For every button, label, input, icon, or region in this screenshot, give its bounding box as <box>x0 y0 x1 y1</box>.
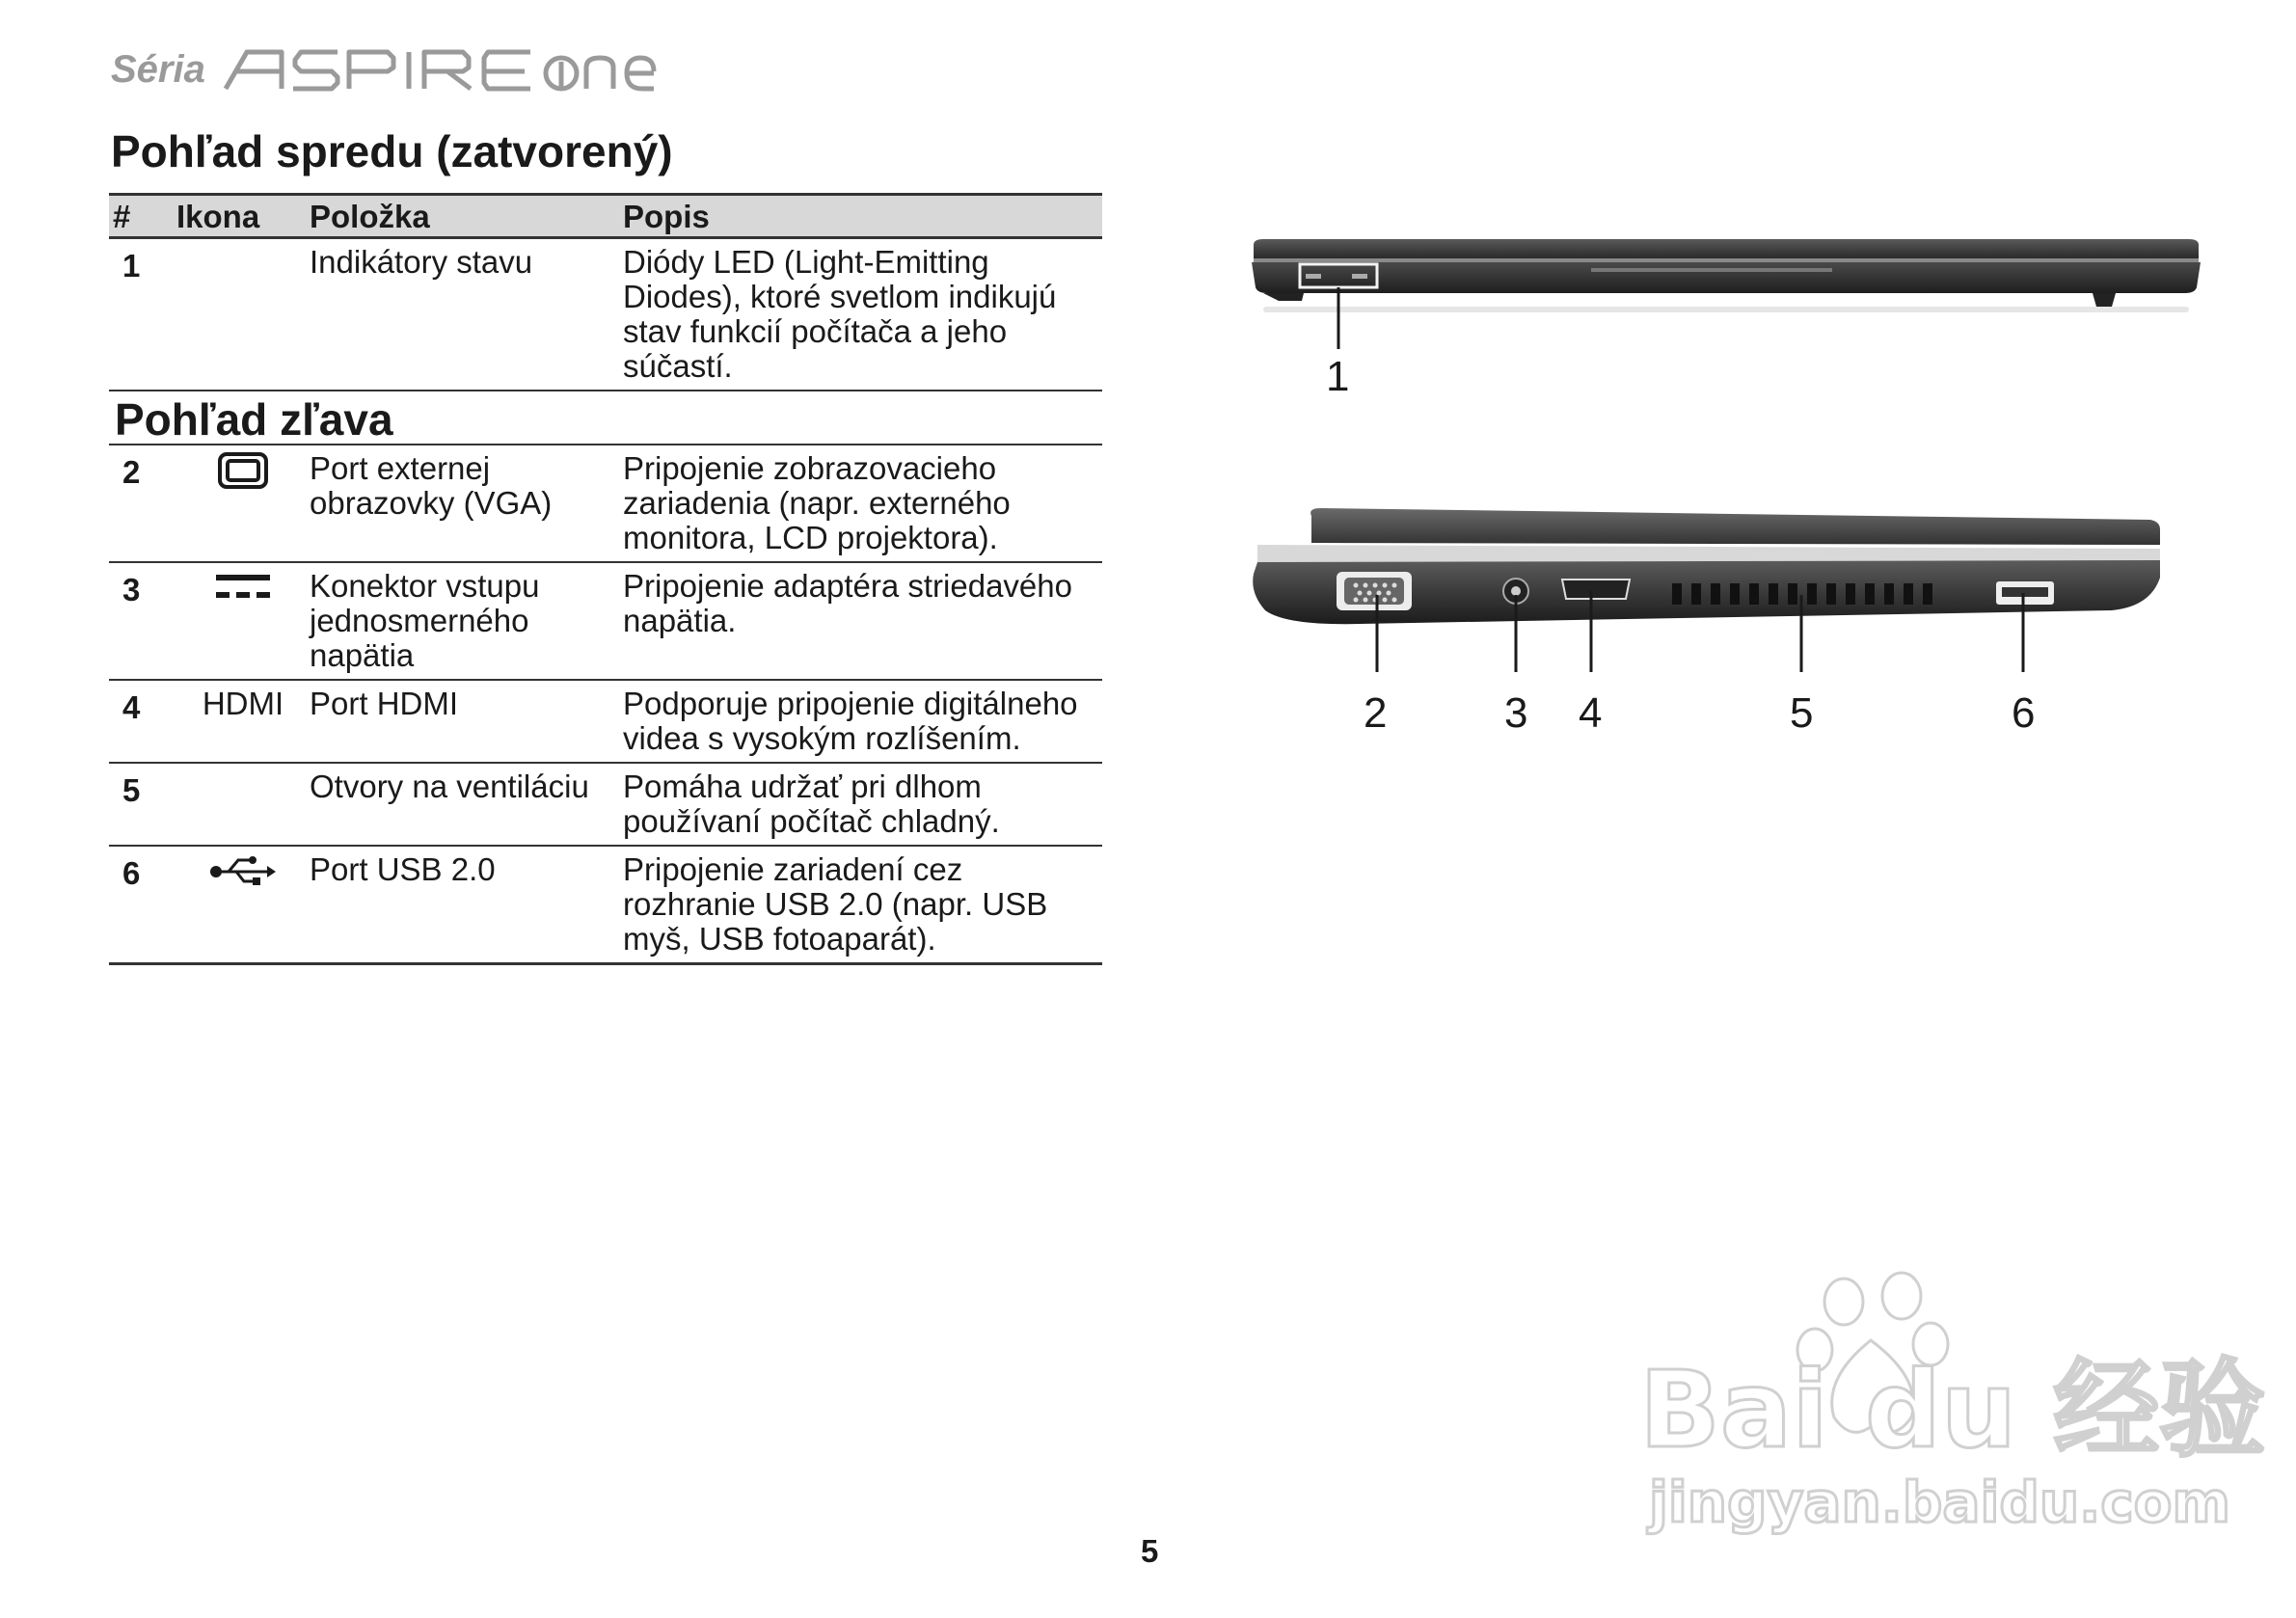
row-desc: Pomáha udržať pri dlhom používaní počítač chladný. <box>623 763 1102 846</box>
callout-2: 2 <box>1364 689 1388 737</box>
row-item: Port HDMI <box>310 680 623 763</box>
row-item: Otvory na ventiláciu <box>310 763 623 846</box>
watermark-brand: Bai du 经验 <box>1639 1348 2266 1471</box>
table-row <box>109 846 1102 964</box>
usb-icon <box>209 852 277 887</box>
row-icon-empty <box>176 238 310 391</box>
col-header-item: Položka <box>310 195 623 238</box>
row-number: 6 <box>122 855 141 891</box>
ports-table <box>109 193 1102 965</box>
page-number: 5 <box>1141 1533 1159 1569</box>
col-header-num: # <box>109 195 176 238</box>
col-header-icon: Ikona <box>176 195 310 238</box>
table-row <box>109 763 1102 846</box>
callout-6: 6 <box>2012 689 2036 737</box>
row-desc: Pripojenie zobrazovacieho zariadenia (napr. externého monitora, LCD projektora). <box>623 445 1102 562</box>
aspire-one-logo <box>224 44 687 94</box>
baidu-jingyan-watermark <box>1630 1273 2266 1543</box>
section-row <box>109 391 1102 445</box>
row-desc: Diódy LED (Light-Emitting Diodes), ktoré svetlom indikujú stav funkcií počítača a jeho súčastí. <box>623 238 1102 391</box>
hdmi-label: HDMI <box>176 680 310 763</box>
row-number: 4 <box>122 689 141 725</box>
row-number: 2 <box>122 454 141 490</box>
vga-icon <box>217 451 269 490</box>
table-row <box>109 238 1102 391</box>
series-label: Séria <box>111 48 205 91</box>
row-item: Konektor vstupu jednosmerného napätia <box>310 562 623 680</box>
laptop-left-view-image <box>1244 506 2208 747</box>
row-desc: Pripojenie zariadení cez rozhranie USB 2.0 (napr. USB myš, USB fotoaparát). <box>623 846 1102 964</box>
row-item: Indikátory stavu <box>310 238 623 391</box>
table-row <box>109 562 1102 680</box>
watermark-url: jingyan.baidu.com <box>1649 1470 2230 1535</box>
section-title-left-view: Pohľad zľava <box>109 391 1102 445</box>
row-desc: Pripojenie adaptéra striedavého napätia. <box>623 562 1102 680</box>
row-item: Port USB 2.0 <box>310 846 623 964</box>
callout-1: 1 <box>1326 353 1350 400</box>
row-item: Port externej obrazovky (VGA) <box>310 445 623 562</box>
callout-3: 3 <box>1504 689 1528 737</box>
dc-in-icon <box>214 569 272 607</box>
row-number: 1 <box>122 248 141 283</box>
row-number: 5 <box>122 772 141 808</box>
row-desc: Podporuje pripojenie digitálneho videa s vysokým rozlíšením. <box>623 680 1102 763</box>
laptop-front-view-image <box>1244 231 2208 405</box>
row-number: 3 <box>122 572 141 607</box>
table-row <box>109 445 1102 562</box>
page-title: Pohľad spredu (zatvorený) <box>111 126 673 176</box>
table-row <box>109 680 1102 763</box>
row-icon-empty <box>176 763 310 846</box>
callout-5: 5 <box>1790 689 1814 737</box>
col-header-desc: Popis <box>623 195 1102 238</box>
callout-4: 4 <box>1579 689 1603 737</box>
table-header-row <box>109 195 1102 238</box>
